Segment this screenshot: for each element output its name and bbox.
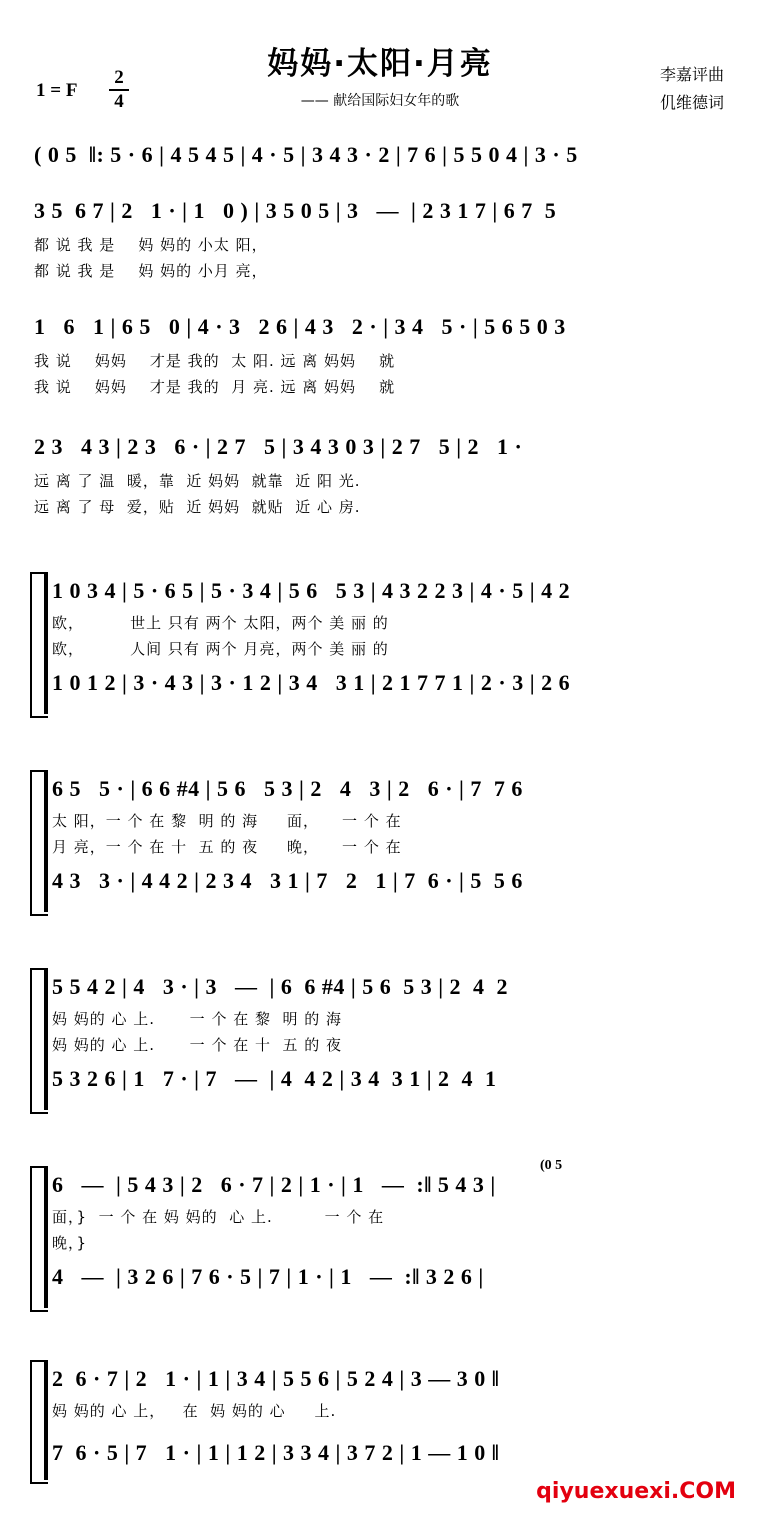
system-bracket-bar [44,1360,48,1480]
lyrics-verse-2: 妈 妈的 心 上. 一 个 在 十 五 的 夜 [52,1036,343,1054]
site-watermark [536,1479,736,1504]
lyrics-verse-2: 我 说 妈妈 才是 我的 月 亮. 远 离 妈妈 就 [34,378,396,396]
notes-line-lower: 4 3 3 · | 4 4 2 | 2 3 4 3 1 | 7 2 1 | 7 6 · | 5 5 6 [52,868,523,893]
lyrics-verse-1: 都 说 我 是 妈 妈的 小太 阳， [34,236,268,254]
lyricist-credit: 仉维德词 [659,93,724,112]
meter-numerator: 2 [114,67,124,88]
system-bracket-bar [44,968,48,1110]
system-intro-1 [34,140,728,170]
notes-line: 1 6 1 | 6 5 0 | 4 · 3 2 6 | 4 3 2 · | 3 4 5 · | 5 6 5 0 3 [34,314,566,339]
notes-line: 2 3 4 3 | 2 3 6 · | 2 7 5 | 3 4 3 0 3 | 2 7 5 | 2 1 · [34,434,523,459]
system-intro-2 [34,196,728,284]
lyrics-verse-1: 面，} 一 个 在 妈 妈的 心 上. 一 个 在 [52,1208,385,1226]
system-ending [52,1364,728,1468]
notes-line-upper: 2 6 · 7 | 2 1 · | 1 | 3 4 | 5 5 6 | 5 2 4 | 3 — 3 0 ‖ [52,1366,500,1391]
notes-line-lower: 4 — | 3 2 6 | 7 6 · 5 | 7 | 1 · | 1 — :‖ 3 2 6 | [52,1264,484,1289]
system-chorus-3 [52,972,728,1094]
system-chorus-2 [52,774,728,896]
system-chorus-1 [52,576,728,698]
notes-line-lower: 7 6 · 5 | 7 1 · | 1 | 1 2 | 3 3 4 | 3 7 2 | 1 — 1 0 ‖ [52,1440,500,1465]
notes-line: 3 5 6 7 | 2 1 · | 1 0 ) | 3 5 0 5 | 3 — | 2 3 1 7 | 6 7 5 [34,198,557,223]
notes-line-lower: 5 3 2 6 | 1 7 · | 7 — | 4 4 2 | 3 4 3 1 | 2 4 1 [52,1066,497,1091]
lyrics-verse-1: 欧， 世上 只有 两个 太阳，两个 美 丽 的 [52,614,389,632]
lyrics-verse-2: 都 说 我 是 妈 妈的 小月 亮， [34,262,268,280]
lyrics-verse-2: 月 亮，一 个 在 十 五 的 夜 晚， 一 个 在 [52,838,402,856]
lyrics-ending: 妈 妈的 心 上， 在 妈 妈的 心 上. [52,1402,337,1420]
system-verse-2 [34,432,728,520]
system-bracket-bar [44,1166,48,1308]
lyrics-verse-2: 远 离 了 母 爱，贴 近 妈妈 就贴 近 心 房. [34,498,361,516]
watermark-q: q [536,1479,552,1504]
page-subtitle: —— 献给国际妇女年的歌 [300,93,460,109]
lyrics-verse-1: 妈 妈的 心 上. 一 个 在 黎 明 的 海 [52,1010,343,1028]
composer-credit: 李嘉评曲 [659,65,724,84]
notes-line-upper: 6 5 5 · | 6 6 #4 | 5 6 5 3 | 2 4 3 | 2 6 · | 7 7 6 [52,776,523,801]
lyrics-verse-1: 太 阳，一 个 在 黎 明 的 海 面， 一 个 在 [52,812,402,830]
meter-denominator: 4 [114,91,124,112]
lyrics-verse-2: 欧， 人间 只有 两个 月亮，两个 美 丽 的 [52,640,389,658]
notes-line: ( 0 5 ‖: 5 · 6 | 4 5 4 5 | 4 · 5 | 3 4 3 · 2 | 7 6 | 5 5 0 4 | 3 · 5 [34,142,578,167]
lyrics-verse-2: 晚，} [52,1234,88,1252]
notes-line-upper: 1 0 3 4 | 5 · 6 5 | 5 · 3 4 | 5 6 5 3 | 4 3 2 2 3 | 4 · 5 | 4 2 [52,578,571,603]
watermark-text: iyuexuexi.COM [551,1479,736,1504]
key-signature: 1 = F [36,80,78,101]
notes-line-upper: 5 5 4 2 | 4 3 · | 3 — | 6 6 #4 | 5 6 5 3 | 2 4 2 [52,974,509,999]
repeat-pickup-marker: (0 5 [540,1158,563,1173]
time-signature [106,68,132,112]
lyrics-verse-1: 我 说 妈妈 才是 我的 太 阳. 远 离 妈妈 就 [34,352,396,370]
system-verse-1 [34,312,728,400]
lyrics-verse-1: 远 离 了 温 暖，靠 近 妈妈 就靠 近 阳 光. [34,472,361,490]
system-bracket-bar [44,770,48,912]
system-chorus-4 [52,1170,728,1292]
notes-line-lower: 1 0 1 2 | 3 · 4 3 | 3 · 1 2 | 3 4 3 1 | 2 1 7 7 1 | 2 · 3 | 2 6 [52,670,571,695]
page-title: 妈妈·太阳·月亮 [267,46,493,82]
notes-line-upper: 6 — | 5 4 3 | 2 6 · 7 | 2 | 1 · | 1 — :‖ 5 4 3 | [52,1172,496,1197]
system-bracket-bar [44,572,48,714]
